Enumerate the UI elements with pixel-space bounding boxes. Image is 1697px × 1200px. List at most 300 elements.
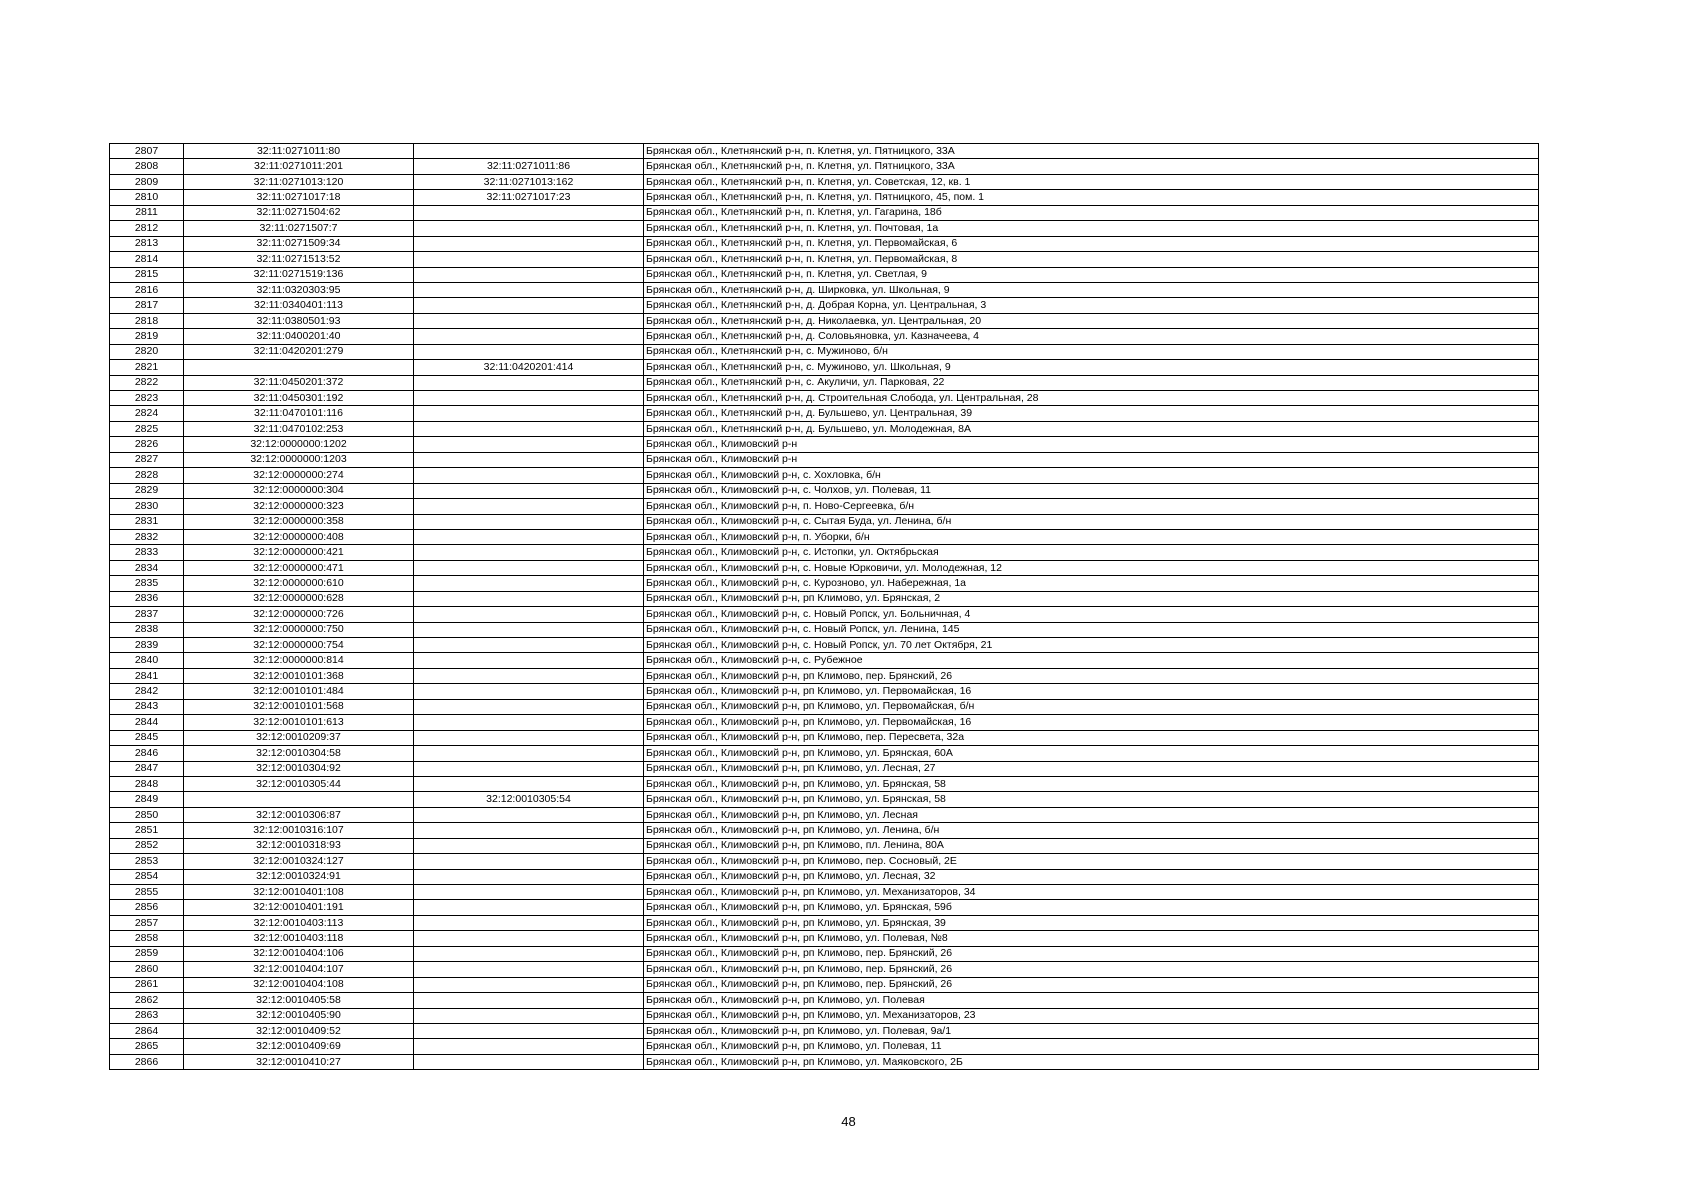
cadastral-number-cell: 32:11:0380501:93 (184, 313, 414, 328)
address-cell: Брянская обл., Клетнянский р-н, с. Акуличи, ул. Парковая, 22 (644, 375, 1539, 390)
cadastral-number-cell: 32:11:0271013:120 (184, 174, 414, 189)
new-cadastral-number-cell: 32:11:0271017:23 (414, 190, 644, 205)
row-number-cell: 2846 (110, 746, 184, 761)
row-number-cell: 2853 (110, 854, 184, 869)
cadastral-number-cell: 32:11:0450301:192 (184, 391, 414, 406)
new-cadastral-number-cell (414, 746, 644, 761)
new-cadastral-number-cell (414, 715, 644, 730)
cadastral-number-cell: 32:12:0000000:814 (184, 653, 414, 668)
address-cell: Брянская обл., Климовский р-н, рп Климово, пер. Брянский, 26 (644, 977, 1539, 992)
address-cell: Брянская обл., Климовский р-н, рп Климово, ул. Брянская, 59б (644, 900, 1539, 915)
row-number-cell: 2840 (110, 653, 184, 668)
cadastral-number-cell: 32:12:0000000:1203 (184, 452, 414, 467)
new-cadastral-number-cell (414, 298, 644, 313)
new-cadastral-number-cell (414, 236, 644, 251)
new-cadastral-number-cell (414, 468, 644, 483)
cadastral-number-cell: 32:12:0010209:37 (184, 730, 414, 745)
new-cadastral-number-cell (414, 962, 644, 977)
table-row (110, 699, 1539, 714)
new-cadastral-number-cell (414, 1008, 644, 1023)
row-number-cell: 2863 (110, 1008, 184, 1023)
address-cell: Брянская обл., Клетнянский р-н, с. Мужиново, б/н (644, 344, 1539, 359)
row-number-cell: 2860 (110, 962, 184, 977)
table-row (110, 1054, 1539, 1069)
cadastral-number-cell: 32:12:0010410:27 (184, 1054, 414, 1069)
cadastral-number-cell: 32:12:0010404:108 (184, 977, 414, 992)
new-cadastral-number-cell (414, 761, 644, 776)
address-cell: Брянская обл., Климовский р-н, рп Климово, ул. Первомайская, б/н (644, 699, 1539, 714)
new-cadastral-number-cell (414, 421, 644, 436)
row-number-cell: 2818 (110, 313, 184, 328)
cadastral-number-cell: 32:12:0010403:113 (184, 915, 414, 930)
cadastral-number-cell: 32:12:0010304:92 (184, 761, 414, 776)
row-number-cell: 2826 (110, 437, 184, 452)
address-cell: Брянская обл., Климовский р-н, рп Климово, ул. Лесная, 27 (644, 761, 1539, 776)
row-number-cell: 2816 (110, 282, 184, 297)
table-row (110, 684, 1539, 699)
cadastral-number-cell: 32:12:0000000:358 (184, 514, 414, 529)
cadastral-number-cell: 32:12:0000000:754 (184, 638, 414, 653)
address-cell: Брянская обл., Клетнянский р-н, п. Клетня, ул. Пятницкого, 33А (644, 159, 1539, 174)
address-cell: Брянская обл., Климовский р-н, рп Климово, ул. Лесная (644, 807, 1539, 822)
address-cell: Брянская обл., Климовский р-н, с. Курозново, ул. Набережная, 1а (644, 576, 1539, 591)
new-cadastral-number-cell (414, 1054, 644, 1069)
new-cadastral-number-cell (414, 221, 644, 236)
cadastral-number-cell: 32:12:0000000:304 (184, 483, 414, 498)
cadastral-number-cell: 32:12:0010304:58 (184, 746, 414, 761)
new-cadastral-number-cell (414, 730, 644, 745)
row-number-cell: 2836 (110, 591, 184, 606)
row-number-cell: 2835 (110, 576, 184, 591)
table-row (110, 838, 1539, 853)
table-row (110, 298, 1539, 313)
row-number-cell: 2809 (110, 174, 184, 189)
table-row (110, 391, 1539, 406)
cadastral-number-cell: 32:12:0010409:52 (184, 1023, 414, 1038)
address-cell: Брянская обл., Климовский р-н, с. Истопки, ул. Октябрьская (644, 545, 1539, 560)
cadastral-number-cell: 32:12:0010401:108 (184, 885, 414, 900)
new-cadastral-number-cell (414, 499, 644, 514)
new-cadastral-number-cell (414, 545, 644, 560)
row-number-cell: 2814 (110, 252, 184, 267)
row-number-cell: 2847 (110, 761, 184, 776)
cadastral-number-cell: 32:12:0000000:628 (184, 591, 414, 606)
address-cell: Брянская обл., Климовский р-н, рп Климово, ул. Брянская, 39 (644, 915, 1539, 930)
row-number-cell: 2864 (110, 1023, 184, 1038)
new-cadastral-number-cell (414, 776, 644, 791)
address-cell: Брянская обл., Климовский р-н, с. Новый Ропск, ул. Ленина, 145 (644, 622, 1539, 637)
new-cadastral-number-cell (414, 946, 644, 961)
address-cell: Брянская обл., Клетнянский р-н, д. Строительная Слобода, ул. Центральная, 28 (644, 391, 1539, 406)
row-number-cell: 2838 (110, 622, 184, 637)
table-row (110, 313, 1539, 328)
new-cadastral-number-cell (414, 931, 644, 946)
table-row (110, 236, 1539, 251)
table-row (110, 622, 1539, 637)
new-cadastral-number-cell (414, 576, 644, 591)
property-table (109, 143, 1539, 1070)
row-number-cell: 2812 (110, 221, 184, 236)
cadastral-number-cell: 32:11:0450201:372 (184, 375, 414, 390)
cadastral-number-cell: 32:12:0010409:69 (184, 1039, 414, 1054)
row-number-cell: 2855 (110, 885, 184, 900)
new-cadastral-number-cell (414, 915, 644, 930)
address-cell: Брянская обл., Клетнянский р-н, п. Клетня, ул. Пятницкого, 45, пом. 1 (644, 190, 1539, 205)
table-row (110, 375, 1539, 390)
cadastral-number-cell: 32:12:0010316:107 (184, 823, 414, 838)
table-row (110, 514, 1539, 529)
row-number-cell: 2821 (110, 360, 184, 375)
cadastral-number-cell: 32:12:0000000:471 (184, 560, 414, 575)
address-cell: Брянская обл., Клетнянский р-н, д. Бульшево, ул. Молодежная, 8А (644, 421, 1539, 436)
address-cell: Брянская обл., Климовский р-н, п. Уборки, б/н (644, 529, 1539, 544)
table-row (110, 946, 1539, 961)
cadastral-number-cell: 32:12:0010403:118 (184, 931, 414, 946)
row-number-cell: 2839 (110, 638, 184, 653)
cadastral-number-cell: 32:12:0010101:568 (184, 699, 414, 714)
table-row (110, 159, 1539, 174)
address-cell: Брянская обл., Клетнянский р-н, п. Клетня, ул. Первомайская, 8 (644, 252, 1539, 267)
table-row (110, 977, 1539, 992)
row-number-cell: 2825 (110, 421, 184, 436)
cadastral-number-cell: 32:12:0010324:127 (184, 854, 414, 869)
row-number-cell: 2819 (110, 329, 184, 344)
address-cell: Брянская обл., Климовский р-н, рп Климово, ул. Механизаторов, 34 (644, 885, 1539, 900)
address-cell: Брянская обл., Клетнянский р-н, д. Бульшево, ул. Центральная, 39 (644, 406, 1539, 421)
table-row (110, 468, 1539, 483)
address-cell: Брянская обл., Климовский р-н, с. Новый Ропск, ул. 70 лет Октября, 21 (644, 638, 1539, 653)
row-number-cell: 2848 (110, 776, 184, 791)
new-cadastral-number-cell (414, 993, 644, 1008)
new-cadastral-number-cell (414, 267, 644, 282)
address-cell: Брянская обл., Климовский р-н, рп Климово, ул. Механизаторов, 23 (644, 1008, 1539, 1023)
table-row (110, 221, 1539, 236)
new-cadastral-number-cell: 32:11:0271011:86 (414, 159, 644, 174)
address-cell: Брянская обл., Клетнянский р-н, д. Николаевка, ул. Центральная, 20 (644, 313, 1539, 328)
cadastral-number-cell: 32:11:0271519:136 (184, 267, 414, 282)
new-cadastral-number-cell (414, 699, 644, 714)
cadastral-number-cell: 32:12:0000000:408 (184, 529, 414, 544)
table-row (110, 483, 1539, 498)
row-number-cell: 2829 (110, 483, 184, 498)
table-row (110, 653, 1539, 668)
row-number-cell: 2810 (110, 190, 184, 205)
new-cadastral-number-cell (414, 607, 644, 622)
table-row (110, 499, 1539, 514)
new-cadastral-number-cell (414, 638, 644, 653)
table-row (110, 421, 1539, 436)
table-row (110, 1008, 1539, 1023)
table-row (110, 607, 1539, 622)
new-cadastral-number-cell (414, 838, 644, 853)
address-cell: Брянская обл., Климовский р-н, с. Чолхов, ул. Полевая, 11 (644, 483, 1539, 498)
address-cell: Брянская обл., Клетнянский р-н, д. Соловьяновка, ул. Казначеева, 4 (644, 329, 1539, 344)
table-row (110, 282, 1539, 297)
table-row (110, 931, 1539, 946)
cadastral-number-cell: 32:11:0271017:18 (184, 190, 414, 205)
address-cell: Брянская обл., Клетнянский р-н, п. Клетня, ул. Первомайская, 6 (644, 236, 1539, 251)
cadastral-number-cell: 32:12:0010324:91 (184, 869, 414, 884)
table-row (110, 452, 1539, 467)
cadastral-number-cell: 32:11:0271504:62 (184, 205, 414, 220)
address-cell: Брянская обл., Климовский р-н (644, 437, 1539, 452)
new-cadastral-number-cell (414, 622, 644, 637)
new-cadastral-number-cell (414, 391, 644, 406)
address-cell: Брянская обл., Климовский р-н, п. Ново-Сергеевка, б/н (644, 499, 1539, 514)
table-row (110, 776, 1539, 791)
table-row (110, 730, 1539, 745)
address-cell: Брянская обл., Климовский р-н, рп Климово, ул. Брянская, 2 (644, 591, 1539, 606)
cadastral-number-cell: 32:12:0010101:368 (184, 668, 414, 683)
table-row (110, 869, 1539, 884)
new-cadastral-number-cell (414, 591, 644, 606)
address-cell: Брянская обл., Климовский р-н, с. Хохловка, б/н (644, 468, 1539, 483)
row-number-cell: 2862 (110, 993, 184, 1008)
cadastral-number-cell: 32:12:0000000:1202 (184, 437, 414, 452)
table-row (110, 591, 1539, 606)
row-number-cell: 2831 (110, 514, 184, 529)
table-row (110, 329, 1539, 344)
address-cell: Брянская обл., Климовский р-н, рп Климово, ул. Брянская, 58 (644, 792, 1539, 807)
table-row (110, 900, 1539, 915)
cadastral-number-cell: 32:12:0010401:191 (184, 900, 414, 915)
address-cell: Брянская обл., Климовский р-н, с. Новый Ропск, ул. Больничная, 4 (644, 607, 1539, 622)
address-cell: Брянская обл., Климовский р-н (644, 452, 1539, 467)
address-cell: Брянская обл., Климовский р-н, рп Климово, пер. Брянский, 26 (644, 668, 1539, 683)
cadastral-number-cell: 32:11:0400201:40 (184, 329, 414, 344)
row-number-cell: 2845 (110, 730, 184, 745)
address-cell: Брянская обл., Климовский р-н, рп Климово, пер. Брянский, 26 (644, 946, 1539, 961)
new-cadastral-number-cell (414, 313, 644, 328)
table-row (110, 437, 1539, 452)
new-cadastral-number-cell (414, 977, 644, 992)
cadastral-number-cell: 32:12:0000000:323 (184, 499, 414, 514)
new-cadastral-number-cell (414, 900, 644, 915)
row-number-cell: 2842 (110, 684, 184, 699)
address-cell: Брянская обл., Климовский р-н, рп Климово, ул. Полевая (644, 993, 1539, 1008)
row-number-cell: 2854 (110, 869, 184, 884)
row-number-cell: 2817 (110, 298, 184, 313)
table-row (110, 252, 1539, 267)
cadastral-number-cell: 32:12:0000000:421 (184, 545, 414, 560)
cadastral-number-cell: 32:11:0271011:80 (184, 144, 414, 159)
address-cell: Брянская обл., Климовский р-н, рп Климово, пер. Брянский, 26 (644, 962, 1539, 977)
row-number-cell: 2828 (110, 468, 184, 483)
address-cell: Брянская обл., Клетнянский р-н, п. Клетня, ул. Светлая, 9 (644, 267, 1539, 282)
row-number-cell: 2851 (110, 823, 184, 838)
new-cadastral-number-cell (414, 529, 644, 544)
new-cadastral-number-cell (414, 560, 644, 575)
row-number-cell: 2857 (110, 915, 184, 930)
table-row (110, 746, 1539, 761)
table-row (110, 885, 1539, 900)
cadastral-number-cell: 32:12:0010405:90 (184, 1008, 414, 1023)
table-row (110, 854, 1539, 869)
new-cadastral-number-cell (414, 514, 644, 529)
table-row (110, 1039, 1539, 1054)
new-cadastral-number-cell (414, 344, 644, 359)
address-cell: Брянская обл., Климовский р-н, рп Климово, ул. Полевая, №8 (644, 931, 1539, 946)
table-row (110, 144, 1539, 159)
new-cadastral-number-cell (414, 684, 644, 699)
table-row (110, 205, 1539, 220)
address-cell: Брянская обл., Климовский р-н, рп Климово, ул. Первомайская, 16 (644, 684, 1539, 699)
new-cadastral-number-cell (414, 282, 644, 297)
row-number-cell: 2843 (110, 699, 184, 714)
table-row (110, 267, 1539, 282)
address-cell: Брянская обл., Климовский р-н, с. Сытая Буда, ул. Ленина, б/н (644, 514, 1539, 529)
cadastral-number-cell: 32:11:0470102:253 (184, 421, 414, 436)
new-cadastral-number-cell (414, 483, 644, 498)
table-row (110, 915, 1539, 930)
cadastral-number-cell: 32:12:0010101:613 (184, 715, 414, 730)
row-number-cell: 2813 (110, 236, 184, 251)
cadastral-number-cell: 32:12:0010318:93 (184, 838, 414, 853)
address-cell: Брянская обл., Климовский р-н, рп Климово, ул. Первомайская, 16 (644, 715, 1539, 730)
address-cell: Брянская обл., Климовский р-н, рп Климово, ул. Ленина, б/н (644, 823, 1539, 838)
cadastral-number-cell: 32:12:0000000:610 (184, 576, 414, 591)
cadastral-number-cell (184, 792, 414, 807)
new-cadastral-number-cell (414, 807, 644, 822)
new-cadastral-number-cell: 32:12:0010305:54 (414, 792, 644, 807)
cadastral-number-cell: 32:11:0340401:113 (184, 298, 414, 313)
table-row (110, 174, 1539, 189)
row-number-cell: 2827 (110, 452, 184, 467)
new-cadastral-number-cell (414, 653, 644, 668)
row-number-cell: 2837 (110, 607, 184, 622)
table-row (110, 715, 1539, 730)
address-cell: Брянская обл., Климовский р-н, рп Климово, ул. Брянская, 58 (644, 776, 1539, 791)
new-cadastral-number-cell (414, 144, 644, 159)
table-row (110, 807, 1539, 822)
cadastral-number-cell: 32:12:0000000:750 (184, 622, 414, 637)
cadastral-number-cell: 32:11:0271011:201 (184, 159, 414, 174)
cadastral-number-cell: 32:12:0000000:274 (184, 468, 414, 483)
new-cadastral-number-cell (414, 854, 644, 869)
address-cell: Брянская обл., Клетнянский р-н, д. Ширковка, ул. Школьная, 9 (644, 282, 1539, 297)
cadastral-number-cell: 32:12:0000000:726 (184, 607, 414, 622)
cadastral-number-cell: 32:11:0420201:279 (184, 344, 414, 359)
new-cadastral-number-cell (414, 823, 644, 838)
address-cell: Брянская обл., Климовский р-н, рп Климово, ул. Полевая, 11 (644, 1039, 1539, 1054)
address-cell: Брянская обл., Климовский р-н, рп Климово, ул. Маяковского, 2Б (644, 1054, 1539, 1069)
table-row (110, 792, 1539, 807)
row-number-cell: 2859 (110, 946, 184, 961)
row-number-cell: 2807 (110, 144, 184, 159)
row-number-cell: 2823 (110, 391, 184, 406)
table-row (110, 406, 1539, 421)
new-cadastral-number-cell (414, 885, 644, 900)
table-row (110, 962, 1539, 977)
table-row (110, 823, 1539, 838)
address-cell: Брянская обл., Клетнянский р-н, с. Мужиново, ул. Школьная, 9 (644, 360, 1539, 375)
row-number-cell: 2844 (110, 715, 184, 730)
row-number-cell: 2832 (110, 529, 184, 544)
cadastral-number-cell: 32:12:0010405:58 (184, 993, 414, 1008)
row-number-cell: 2830 (110, 499, 184, 514)
cadastral-number-cell: 32:12:0010101:484 (184, 684, 414, 699)
table-row (110, 668, 1539, 683)
row-number-cell: 2858 (110, 931, 184, 946)
new-cadastral-number-cell (414, 1023, 644, 1038)
row-number-cell: 2820 (110, 344, 184, 359)
table-row (110, 529, 1539, 544)
address-cell: Брянская обл., Климовский р-н, с. Новые Юрковичи, ул. Молодежная, 12 (644, 560, 1539, 575)
table-row (110, 190, 1539, 205)
table-row (110, 344, 1539, 359)
new-cadastral-number-cell (414, 437, 644, 452)
row-number-cell: 2852 (110, 838, 184, 853)
address-cell: Брянская обл., Клетнянский р-н, п. Клетня, ул. Пятницкого, 33А (644, 144, 1539, 159)
row-number-cell: 2833 (110, 545, 184, 560)
table-row (110, 576, 1539, 591)
new-cadastral-number-cell (414, 869, 644, 884)
address-cell: Брянская обл., Климовский р-н, рп Климово, ул. Полевая, 9а/1 (644, 1023, 1539, 1038)
cadastral-number-cell: 32:11:0470101:116 (184, 406, 414, 421)
table-row (110, 560, 1539, 575)
row-number-cell: 2856 (110, 900, 184, 915)
page-number: 48 (841, 1114, 856, 1129)
cadastral-number-cell: 32:11:0271507:7 (184, 221, 414, 236)
new-cadastral-number-cell (414, 406, 644, 421)
row-number-cell: 2861 (110, 977, 184, 992)
table-row (110, 545, 1539, 560)
cadastral-number-cell: 32:12:0010305:44 (184, 776, 414, 791)
table-row (110, 1023, 1539, 1038)
row-number-cell: 2849 (110, 792, 184, 807)
new-cadastral-number-cell (414, 329, 644, 344)
new-cadastral-number-cell (414, 668, 644, 683)
cadastral-number-cell: 32:11:0271509:34 (184, 236, 414, 251)
new-cadastral-number-cell (414, 205, 644, 220)
row-number-cell: 2850 (110, 807, 184, 822)
address-cell: Брянская обл., Климовский р-н, рп Климово, пер. Пересвета, 32а (644, 730, 1539, 745)
row-number-cell: 2824 (110, 406, 184, 421)
address-cell: Брянская обл., Климовский р-н, рп Климово, пл. Ленина, 80А (644, 838, 1539, 853)
address-cell: Брянская обл., Клетнянский р-н, п. Клетня, ул. Гагарина, 18б (644, 205, 1539, 220)
table-row (110, 993, 1539, 1008)
address-cell: Брянская обл., Климовский р-н, рп Климово, ул. Брянская, 60А (644, 746, 1539, 761)
row-number-cell: 2822 (110, 375, 184, 390)
row-number-cell: 2808 (110, 159, 184, 174)
cadastral-number-cell: 32:12:0010404:106 (184, 946, 414, 961)
row-number-cell: 2866 (110, 1054, 184, 1069)
new-cadastral-number-cell (414, 1039, 644, 1054)
table-row (110, 761, 1539, 776)
row-number-cell: 2815 (110, 267, 184, 282)
table-body (110, 144, 1539, 1070)
row-number-cell: 2865 (110, 1039, 184, 1054)
address-cell: Брянская обл., Клетнянский р-н, п. Клетня, ул. Почтовая, 1а (644, 221, 1539, 236)
row-number-cell: 2841 (110, 668, 184, 683)
row-number-cell: 2834 (110, 560, 184, 575)
address-cell: Брянская обл., Клетнянский р-н, д. Добрая Корна, ул. Центральная, 3 (644, 298, 1539, 313)
new-cadastral-number-cell (414, 452, 644, 467)
table-row (110, 638, 1539, 653)
address-cell: Брянская обл., Климовский р-н, рп Климово, пер. Сосновый, 2Е (644, 854, 1539, 869)
cadastral-number-cell (184, 360, 414, 375)
cadastral-number-cell: 32:11:0271513:52 (184, 252, 414, 267)
new-cadastral-number-cell: 32:11:0271013:162 (414, 174, 644, 189)
cadastral-number-cell: 32:11:0320303:95 (184, 282, 414, 297)
address-cell: Брянская обл., Клетнянский р-н, п. Клетня, ул. Советская, 12, кв. 1 (644, 174, 1539, 189)
cadastral-number-cell: 32:12:0010404:107 (184, 962, 414, 977)
row-number-cell: 2811 (110, 205, 184, 220)
new-cadastral-number-cell (414, 252, 644, 267)
new-cadastral-number-cell: 32:11:0420201:414 (414, 360, 644, 375)
table-row (110, 360, 1539, 375)
new-cadastral-number-cell (414, 375, 644, 390)
